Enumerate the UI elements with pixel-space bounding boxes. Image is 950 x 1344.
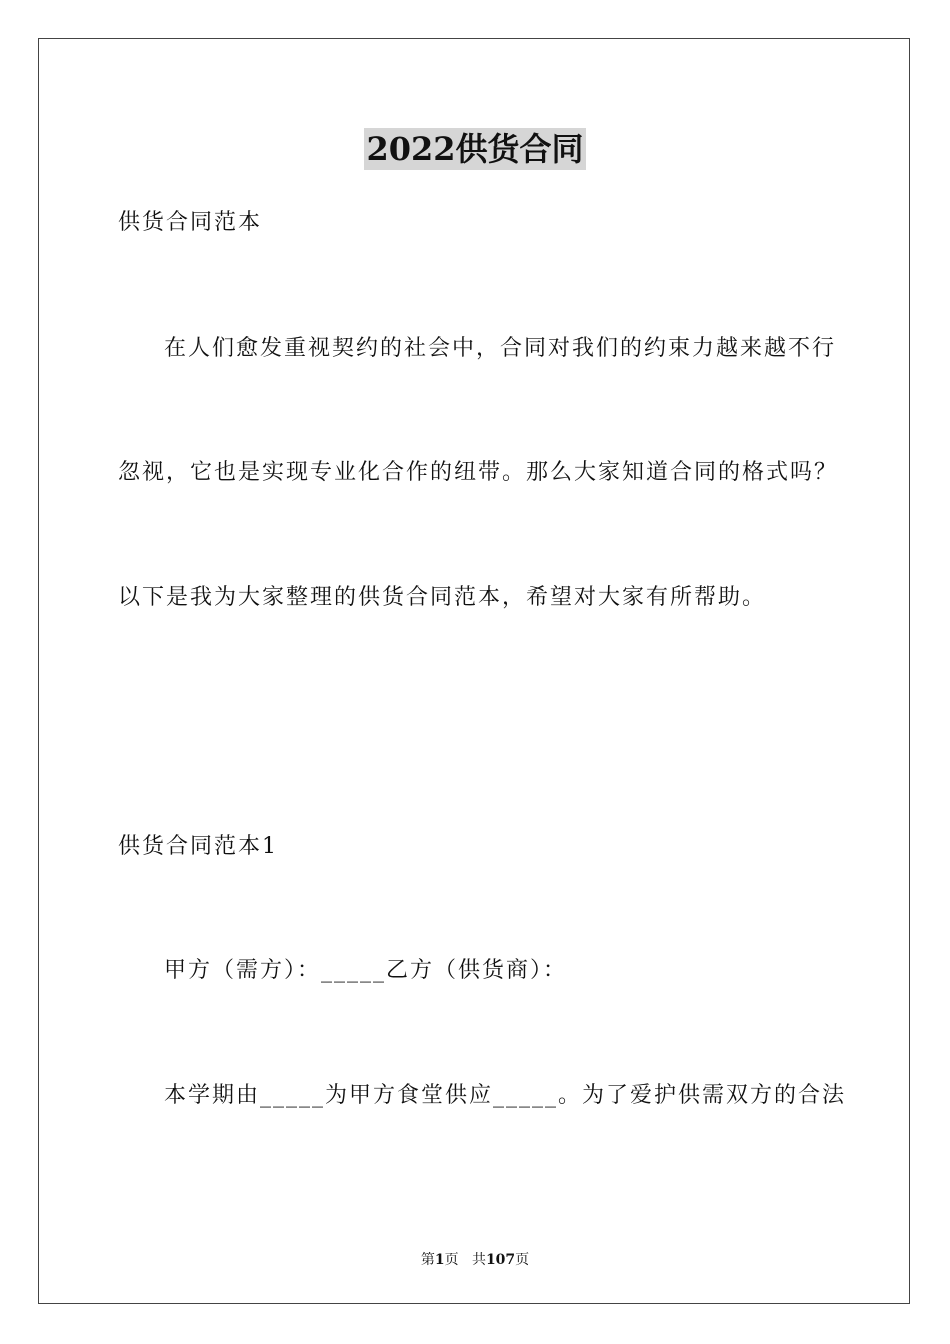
footer-total-suffix: 页	[515, 1252, 530, 1268]
section-heading: 供货合同范本1	[118, 834, 278, 859]
document-title-wrapper	[0, 128, 950, 170]
paragraph-line-2: 忽视，它也是实现专业化合作的纽带。那么大家知道合同的格式吗？	[118, 460, 839, 485]
footer-total-pages: 107	[485, 1252, 516, 1268]
footer-page-prefix: 第	[420, 1252, 435, 1268]
body-line: 本学期由_____为甲方食堂供应_____。为了爱护供需双方的合法	[164, 1083, 847, 1108]
subtitle: 供货合同范本	[118, 210, 263, 235]
footer-page-suffix: 页	[444, 1252, 459, 1268]
paragraph-line-3: 以下是我为大家整理的供货合同范本，希望对大家有所帮助。	[118, 585, 767, 610]
paragraph-line-1: 在人们愈发重视契约的社会中，合同对我们的约束力越来越不行	[164, 336, 837, 361]
footer-page-number: 1	[434, 1252, 445, 1268]
document-title: 2022供货合同	[366, 130, 584, 168]
page-footer	[0, 1249, 950, 1269]
party-line: 甲方（需方）：_____乙方（供货商）：	[164, 958, 568, 983]
footer-total-prefix: 共	[471, 1252, 486, 1268]
